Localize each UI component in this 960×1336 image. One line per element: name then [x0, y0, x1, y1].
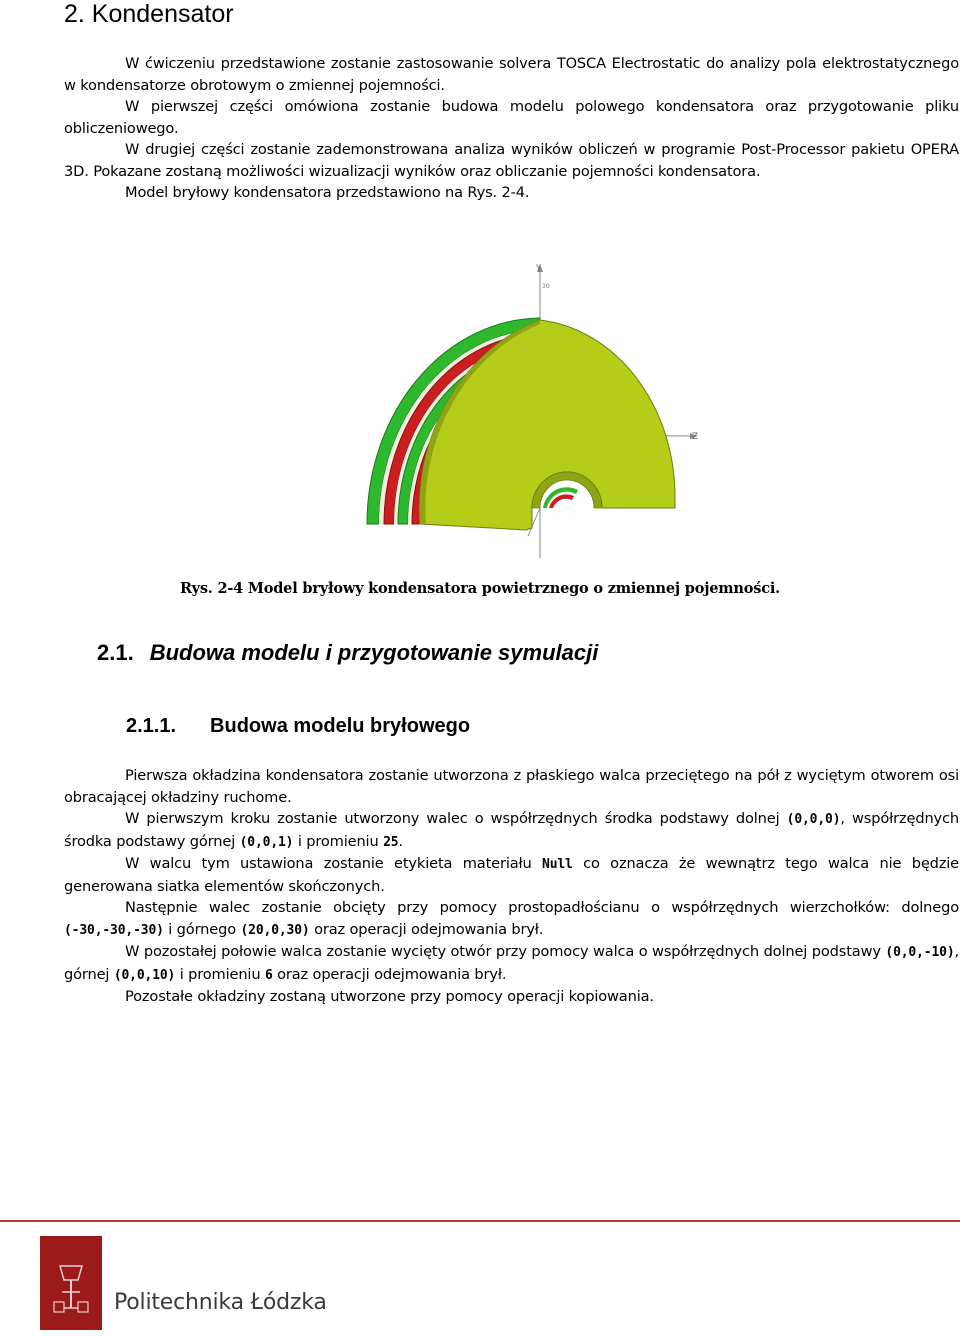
p2-text-c: i promieniu [293, 832, 384, 850]
p4-text-a: Następnie walec zostanie obcięty przy pomocy prostopadłościanu o współrzędnych wierzchołków: dolnego [125, 899, 959, 916]
z-axis-label: Z [692, 432, 699, 442]
p3-text-a: W walcu tym ustawiona zostanie etykieta materiału [125, 855, 543, 872]
p5-code-3: 6 [264, 967, 273, 983]
section-text [64, 765, 959, 1008]
section-paragraph-1: Pierwsza okładzina kondensatora zostanie utworzona z płaskiego walca przeciętego na pół z wyciętym otworem osi obracającej okładziny ruchome. [64, 767, 959, 806]
p4-text-b: i górnego [163, 920, 241, 938]
section-paragraph-4 [64, 897, 959, 941]
intro-paragraph-2: W pierwszej części omówiona zostanie budowa modelu polowego kondensatora oraz przygotowanie pliku obliczeniowego. [64, 98, 959, 137]
p5-text-a: W pozostałej połowie walca zostanie wycięty otwór przy pomocy walca o współrzędnych dolnej podstawy [125, 943, 886, 960]
intro-paragraph-4: Model bryłowy kondensatora przedstawiono na Rys. 2-4. [125, 184, 530, 201]
intro-paragraph-1: W ćwiczeniu przedstawione zostanie zastosowanie solvera TOSCA Electrostatic do analizy pola elektrostatycznego w kondensatorze obrotowym o zmiennej pojemności. [64, 55, 959, 94]
p5-code-1: (0,0,-10) [885, 945, 955, 960]
p5-text-c: i promieniu [175, 965, 265, 983]
p4-code-2: (20,0,30) [240, 922, 310, 938]
p2-text-d: . [398, 832, 403, 850]
section-number: 2.1. [97, 640, 134, 665]
p4-code-1: (-30,-30,-30) [64, 922, 164, 938]
university-logo-icon [40, 1236, 102, 1330]
p2-code-3: 25 [383, 834, 399, 850]
subsection-number: 2.1.1. [126, 715, 177, 737]
subsection-title: Budowa modelu bryłowego [210, 715, 471, 737]
p5-text-b: , górnej [64, 943, 959, 983]
university-logo [40, 1236, 102, 1330]
p2-text-b: , współrzędnych środka podstawy górnej [64, 810, 960, 850]
p5-text-d: oraz operacji odejmowania brył. [272, 965, 507, 983]
p3-text-b: co oznacza że wewnątrz tego walca nie będzie generowana siatka elementów skończonych. [64, 855, 960, 895]
p4-text-c: oraz operacji odejmowania brył. [309, 920, 544, 938]
section-paragraph-2 [64, 808, 959, 853]
p2-text-a: W pierwszym kroku zostanie utworzony walec o współrzędnych środka podstawy dolnej [125, 810, 787, 827]
page-heading: 2. Kondensator [64, 0, 234, 28]
section-paragraph-5 [64, 941, 959, 986]
section-paragraph-6: Pozostałe okładziny zostaną utworzone przy pomocy operacji kopiowania. [125, 988, 654, 1005]
section-paragraph-3 [64, 853, 959, 897]
capacitor-model-figure [340, 258, 720, 576]
tick-label-30: 30 [542, 283, 550, 290]
intro-paragraph-3: W drugiej części zostanie zademonstrowana analiza wyników obliczeń w programie Post-Processor pakietu OPERA 3D. Pokazane zostaną możliwości wizualizacji wyników oraz obliczanie pojemności kondensatora. [64, 141, 959, 180]
institution-name: Politechnika Łódzka [114, 1290, 327, 1315]
section-heading [97, 640, 598, 666]
intro-text [64, 53, 959, 204]
footer-divider [0, 1220, 960, 1222]
p3-code: Null [542, 857, 573, 872]
section-title: Budowa modelu i przygotowanie symulacji [149, 640, 599, 665]
figure-caption: Rys. 2-4 Model bryłowy kondensatora powietrznego o zmiennej pojemności. [180, 580, 780, 597]
p2-code-1: (0,0,0) [786, 812, 841, 827]
p5-code-2: (0,0,10) [113, 967, 176, 983]
p2-code-2: (0,0,1) [239, 834, 294, 850]
y-axis-label: Y [536, 264, 542, 274]
capacitor-model-drawing [340, 258, 720, 576]
subsection-heading [126, 715, 470, 738]
